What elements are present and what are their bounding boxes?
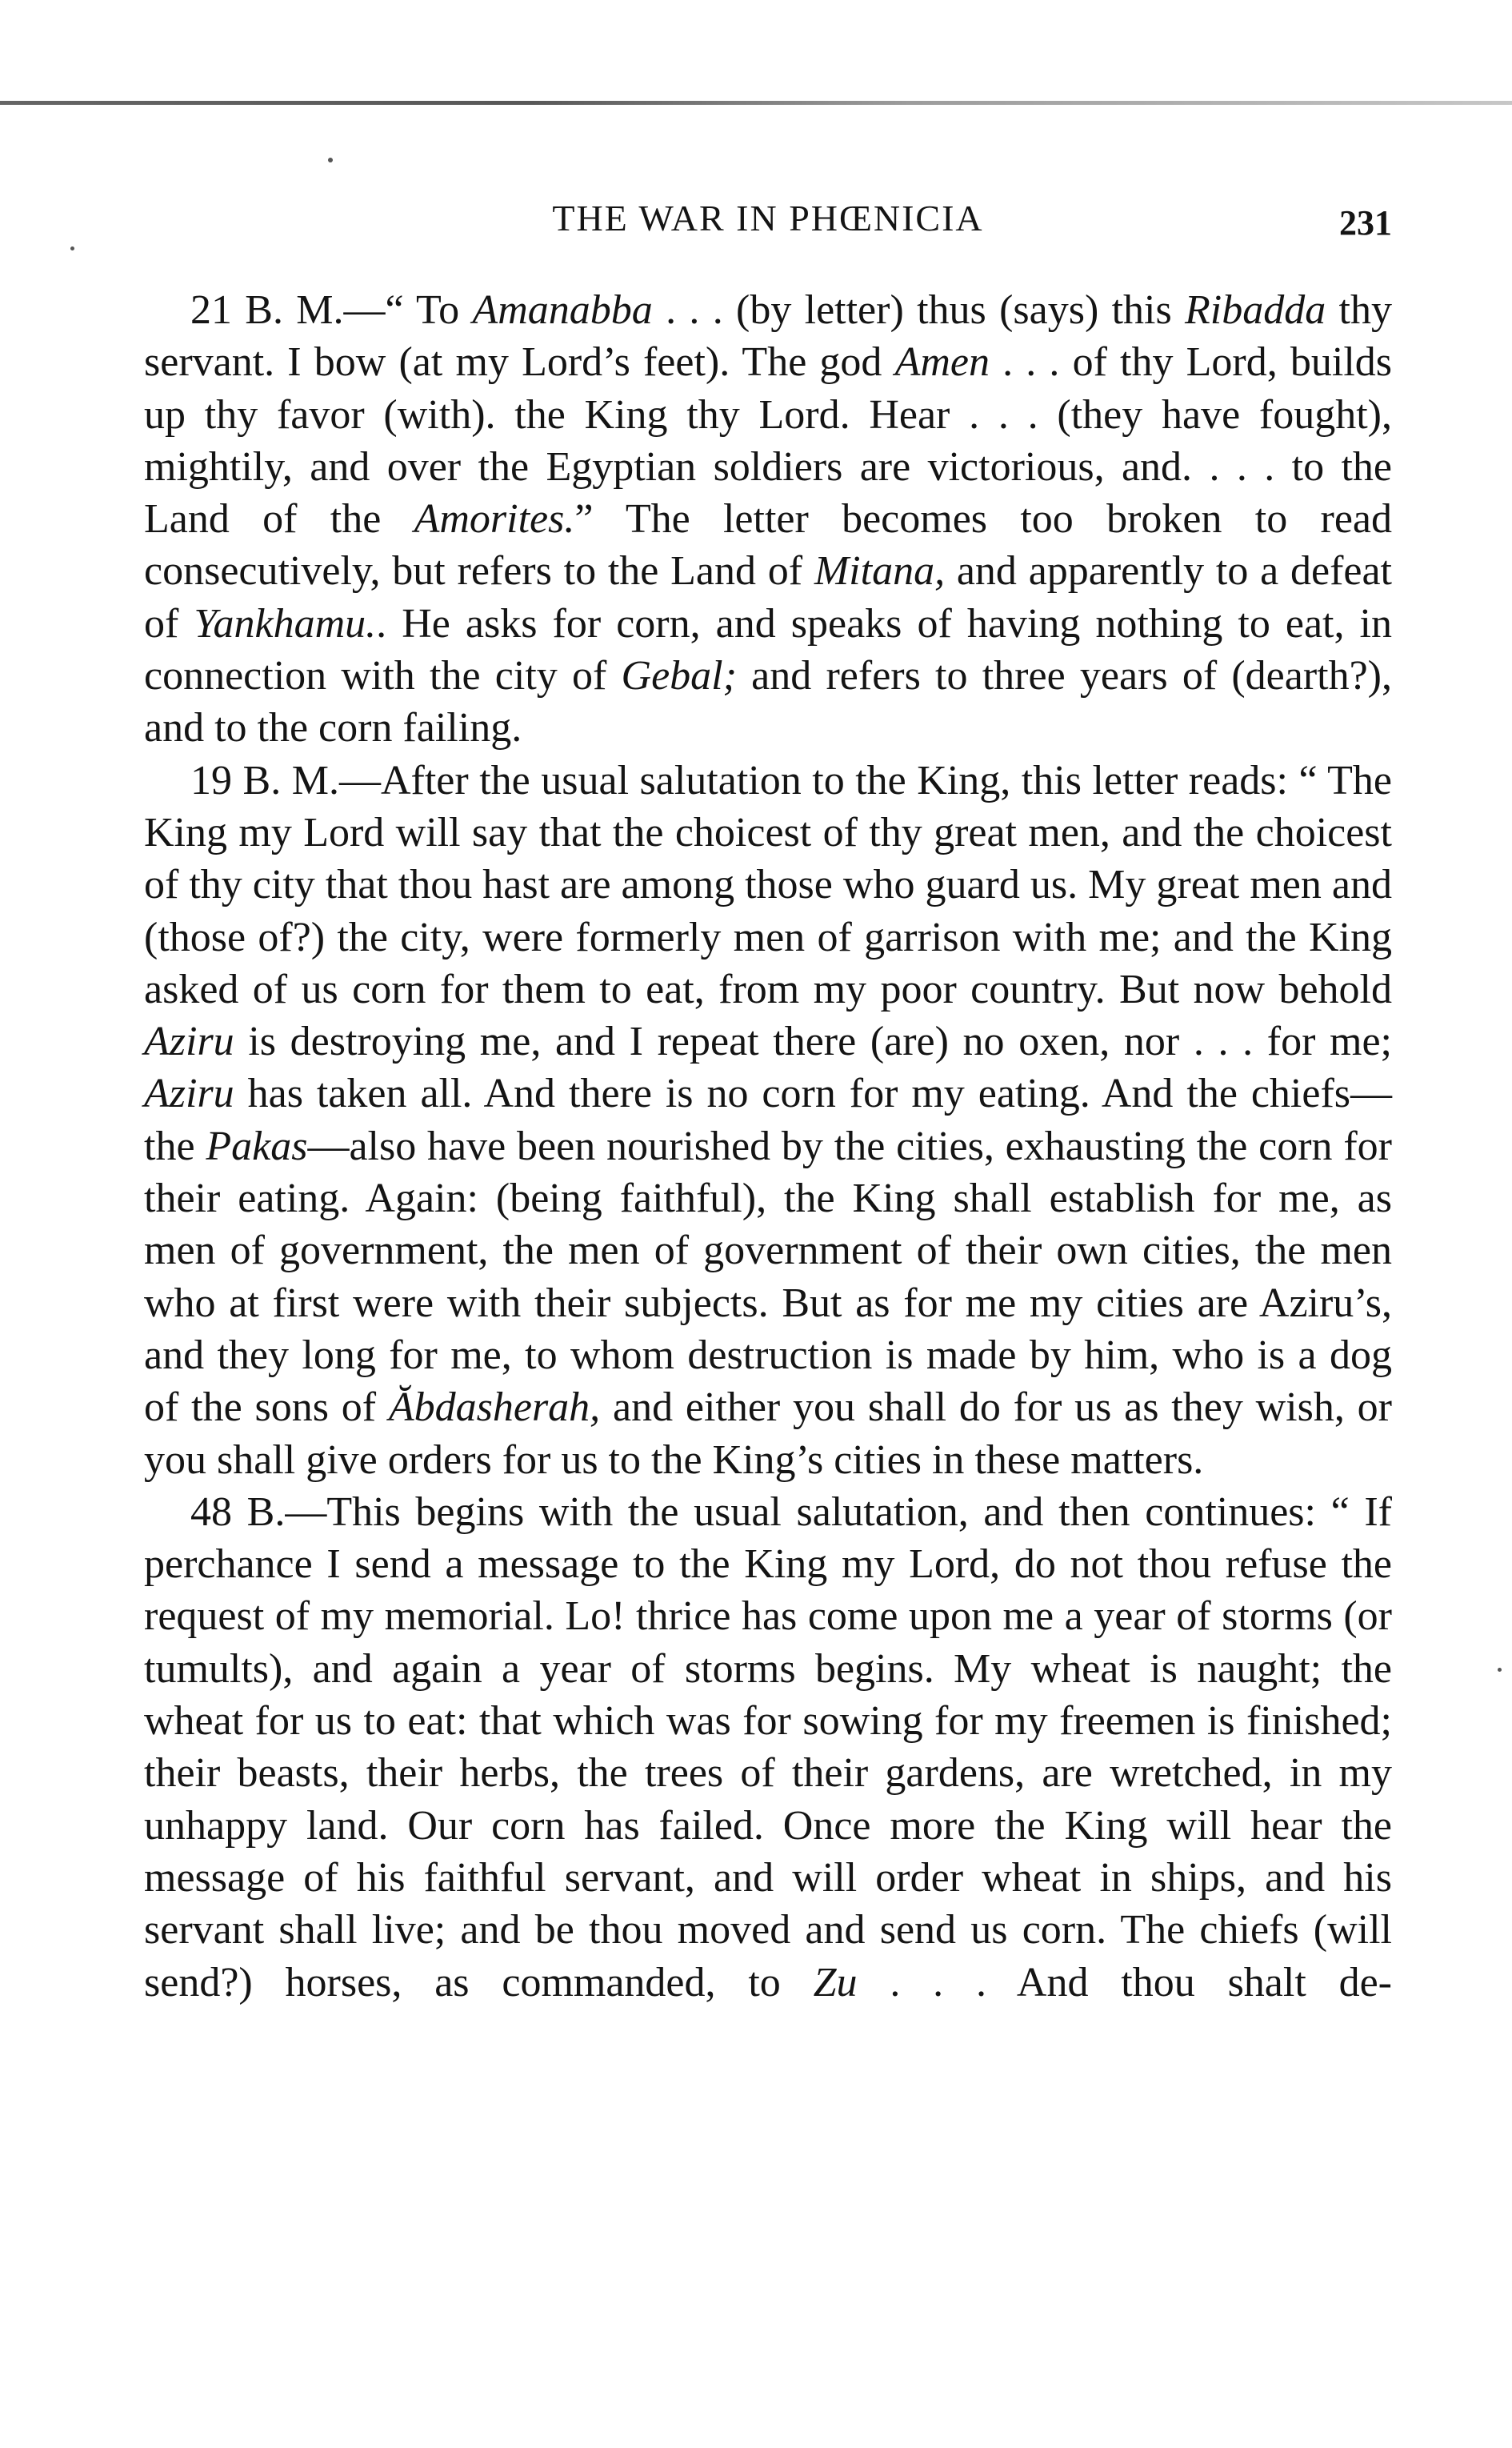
italic-name: Mitana, — [814, 548, 946, 595]
italic-name: Aziru — [144, 1019, 234, 1065]
page-number: 231 — [1339, 203, 1392, 242]
paragraph-letter-19 — [144, 755, 1392, 1486]
text-run: 19 B. M.—After the usual salutation to the King, this letter reads: “ The King my Lord will say that the choicest of thy great men, and the choicest of thy city that thou hast are among those who guard us. My great men and (those of?) the city, were formerly men of garrison with me; and the King asked of us corn for them to eat, from my poor country. But now behold — [144, 757, 1392, 1012]
text-run: 21 B. M.—“ To — [190, 287, 473, 333]
text-run: . . . (by letter) thus (says) this — [652, 287, 1186, 333]
scan-speck — [1498, 1668, 1502, 1672]
text-run: . . . of thy Lord, builds up thy favor (with). the King thy Lord. Hear . . . (they have fought), mightily, and over the Egyptian soldiers are victorious, and. . . . to the Land of the — [144, 339, 1392, 543]
text-run: thy servant. I bow (at my Lord’s feet). The god — [144, 287, 1392, 386]
italic-name: Gebal; — [621, 653, 737, 699]
page-body — [144, 284, 1392, 2009]
top-border-rule — [0, 101, 1512, 105]
italic-name: Pakas — [206, 1123, 308, 1169]
italic-name: Ăbdasherah, — [388, 1384, 601, 1431]
paragraph-letter-48 — [144, 1486, 1392, 2009]
scan-speck — [70, 246, 74, 250]
italic-name: Zu — [813, 1959, 858, 2005]
italic-name: Amanabba — [472, 287, 653, 333]
text-run: has taken all. And there is no corn for my eating. And the chiefs—the — [144, 1071, 1392, 1169]
running-title: THE WAR IN PHŒNICIA — [552, 198, 984, 238]
italic-name: Ribadda — [1185, 287, 1326, 333]
italic-name: Aziru — [144, 1071, 234, 1117]
text-run: and either you shall do for us as they wish, or you shall give orders for us to the King’s cities in these matters. — [144, 1384, 1392, 1483]
text-run: 48 B.—This begins with the usual salutation, and then continues: “ If perchance I send a message to the King my Lord, do not thou refuse the request of my memorial. Lo! thrice has come upon me a year of storms (or tumults), and again a year of storms begins. My wheat is naught; the wheat for us to eat: that which was for sowing for my freemen is finished; their beasts, their herbs, the trees of their gardens, are wretched, in my unhappy land. Our corn has failed. Once more the King will hear the message of his faithful servant, and will order wheat in ships, and his servant shall live; and be thou moved and send us corn. The chiefs (will send?) horses, as commanded, to — [144, 1488, 1392, 2005]
text-run: and apparently to a defeat of — [144, 548, 1393, 647]
scan-speck — [328, 158, 333, 162]
italic-name: Yankhamu. — [194, 600, 377, 647]
italic-name: Amorites. — [414, 496, 575, 543]
italic-name: Amen — [894, 339, 990, 386]
text-run: . He asks for corn, and speaks of having nothing to eat, in connection with the city of — [144, 600, 1392, 699]
text-run: —also have been nourished by the cities, exhausting the corn for their eating. Again: (being faithful), the King shall establish for me, as men of government, the men of government of their own cities, the men who at first were with their subjects. But as for me my cities are Aziru’s, and they long for me, to whom destruction is made by him, who is a dog of the sons of — [144, 1123, 1392, 1431]
text-run: . . . And thou shalt de- — [857, 1959, 1392, 2005]
running-header — [144, 190, 1392, 246]
text-run: and refers to three years of (dearth?), and to the corn failing. — [144, 653, 1393, 751]
paragraph-letter-21 — [144, 284, 1392, 755]
text-run: ” The letter becomes too broken to read consecutively, but refers to the Land of — [144, 496, 1393, 595]
text-run: is destroying me, and I repeat there (are) no oxen, nor . . . for me; — [234, 1019, 1392, 1065]
